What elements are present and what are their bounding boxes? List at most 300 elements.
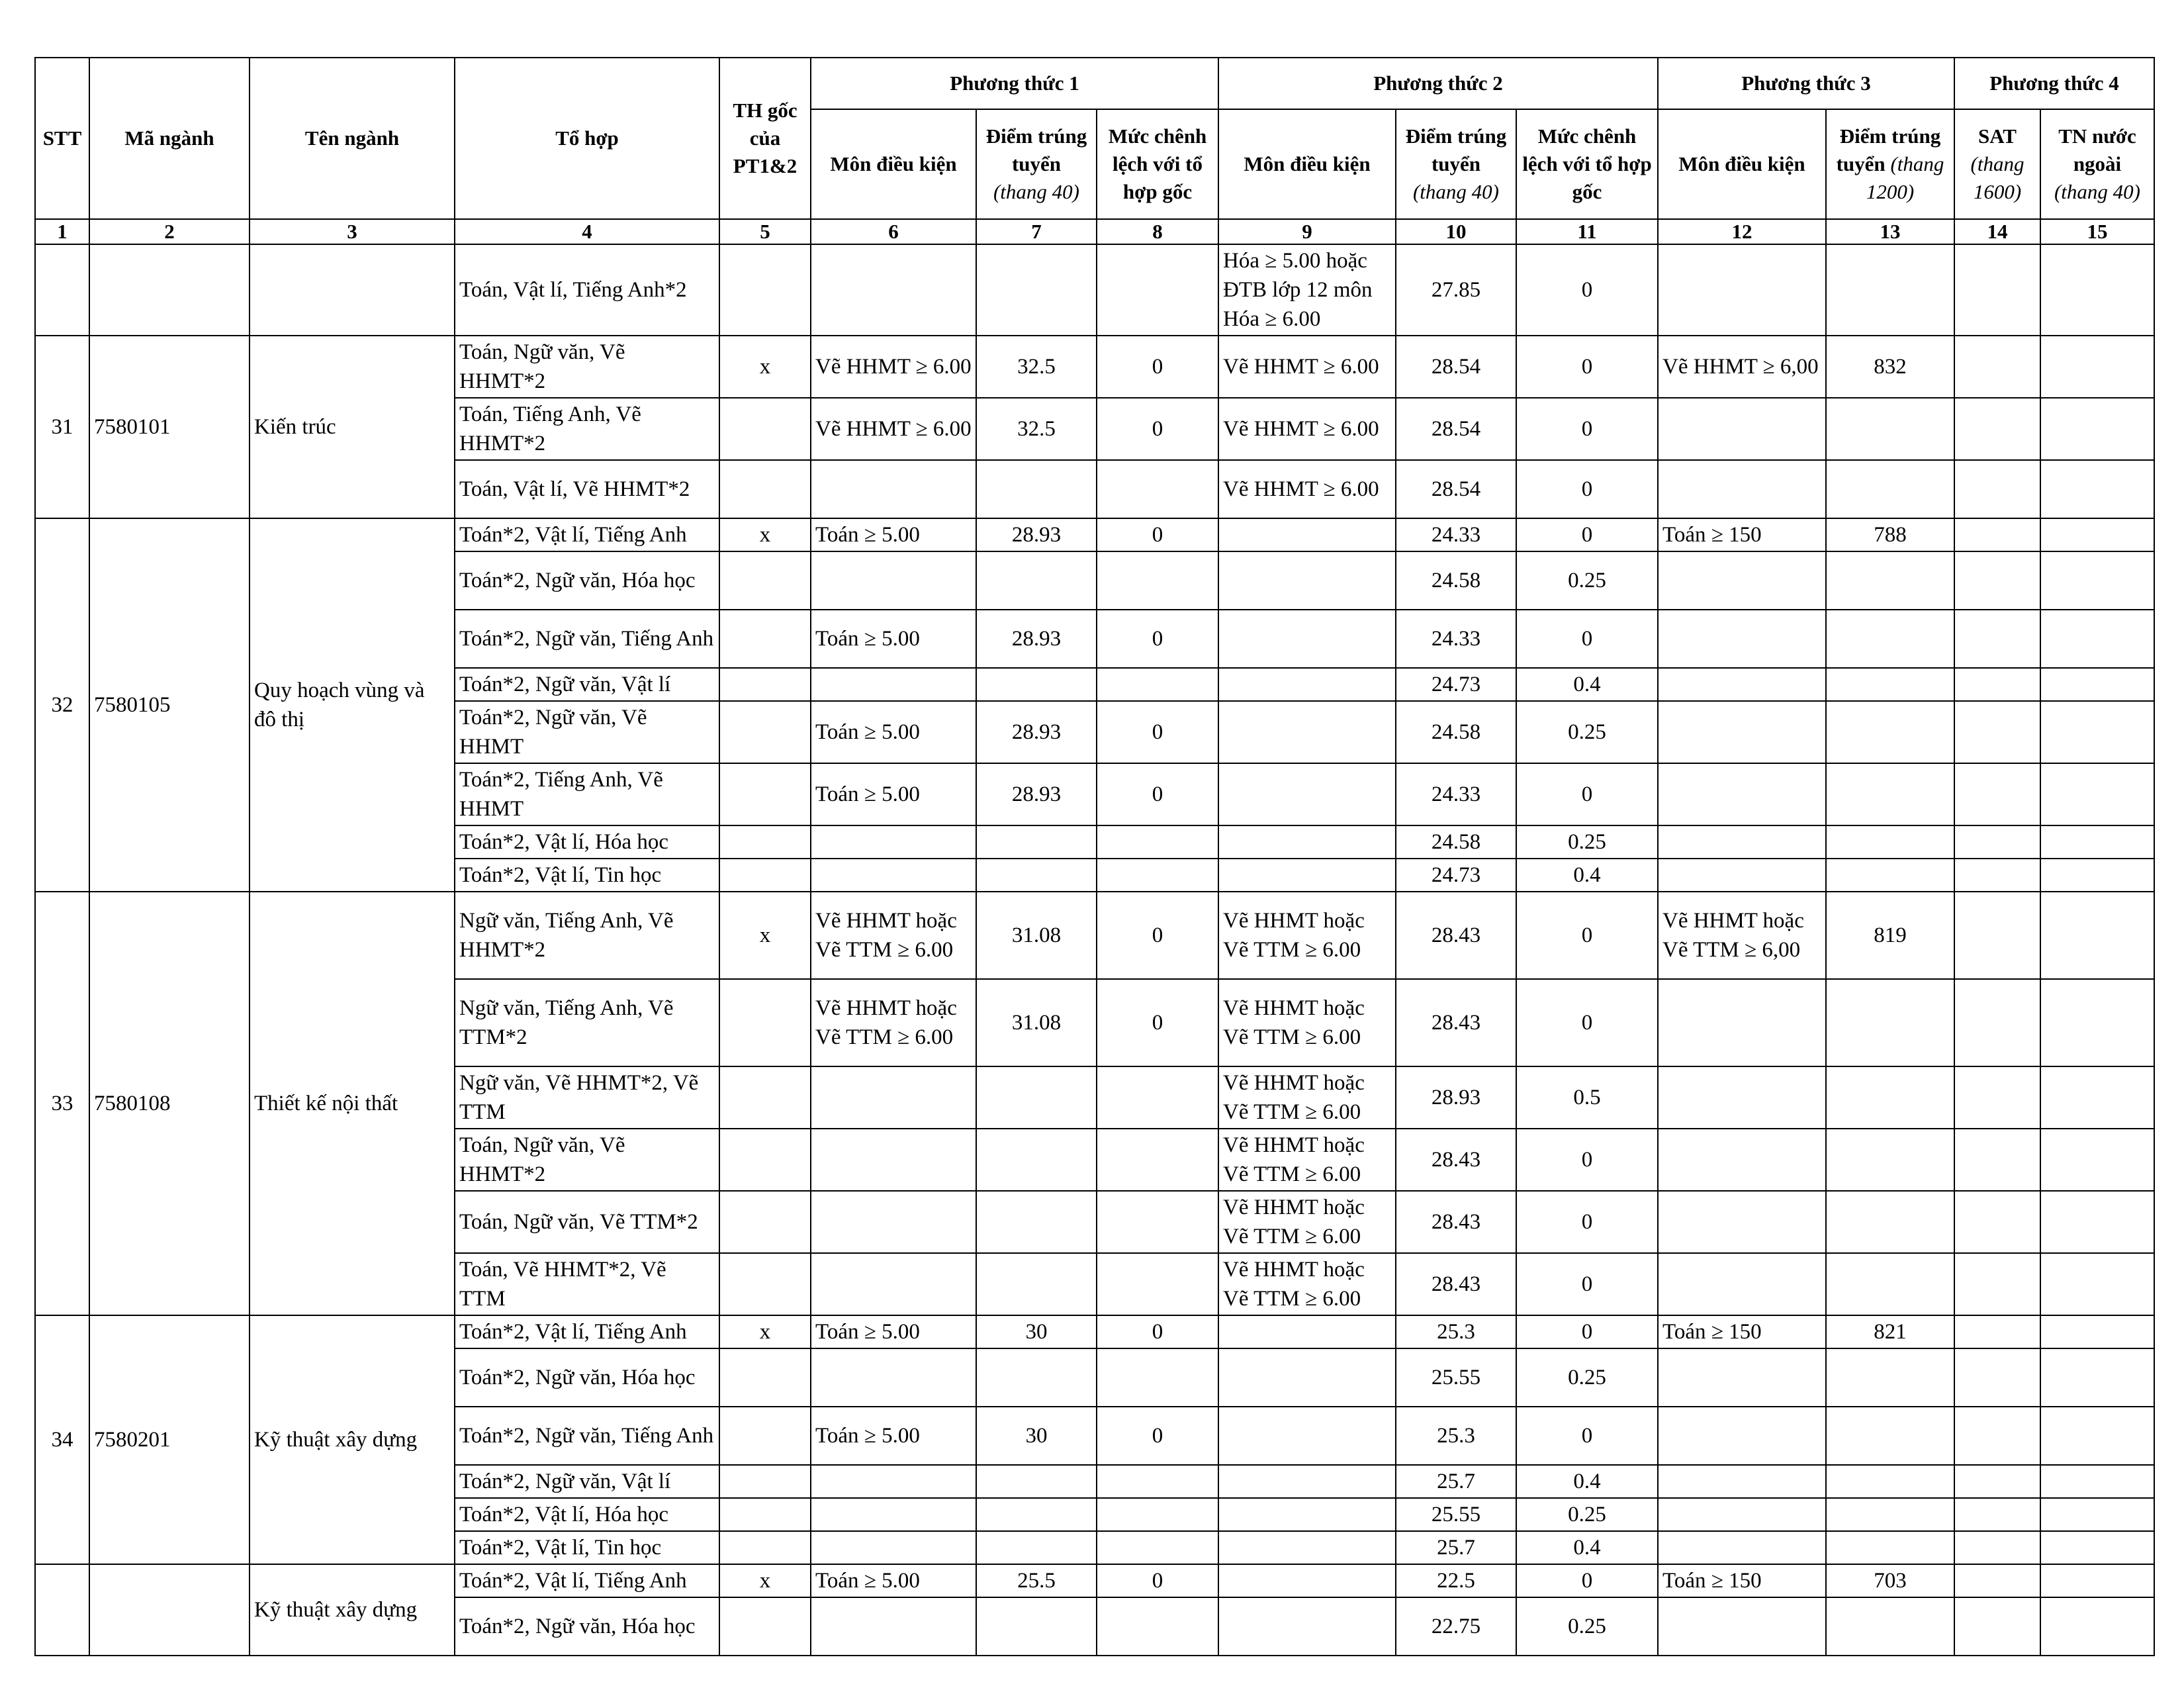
to-hop-cell: Toán, Vật lí, Tiếng Anh*2 bbox=[455, 244, 719, 336]
sat-cell bbox=[1954, 701, 2040, 763]
pt3-diem-cell bbox=[1826, 859, 1954, 892]
pt1-diem-cell: 28.93 bbox=[976, 701, 1097, 763]
tn-nuoc-ngoai-cell bbox=[2040, 610, 2154, 668]
pt1-chenh-cell: 0 bbox=[1097, 1564, 1218, 1597]
pt2-chenh-cell: 0.4 bbox=[1516, 1465, 1658, 1498]
th-goc-cell bbox=[719, 551, 811, 610]
sat-cell bbox=[1954, 1129, 2040, 1191]
pt1-diem-cell bbox=[976, 551, 1097, 610]
th-goc-cell bbox=[719, 668, 811, 701]
pt1-chenh-cell bbox=[1097, 1066, 1218, 1129]
pt2-diem-cell: 24.58 bbox=[1396, 825, 1516, 859]
ma-nganh-cell: 7580105 bbox=[89, 518, 250, 892]
pt1-mon-dieu-kien-cell bbox=[811, 1348, 976, 1407]
pt2-diem-cell: 28.43 bbox=[1396, 1191, 1516, 1253]
sat-cell bbox=[1954, 763, 2040, 825]
pt2-mon-dieu-kien-cell bbox=[1218, 610, 1396, 668]
pt2-mon-dieu-kien-cell bbox=[1218, 763, 1396, 825]
table-body bbox=[35, 244, 2154, 1656]
th-goc-cell: x bbox=[719, 1315, 811, 1348]
pt2-mon-dieu-kien-cell: Vẽ HHMT hoặc Vẽ TTM ≥ 6.00 bbox=[1218, 1066, 1396, 1129]
pt2-chenh-cell: 0 bbox=[1516, 892, 1658, 979]
pt3-mon-dieu-kien-cell bbox=[1658, 460, 1826, 518]
header-phuong-thuc-3: Phương thức 3 bbox=[1658, 58, 1954, 109]
sat-cell bbox=[1954, 1191, 2040, 1253]
pt1-mon-dieu-kien-cell bbox=[811, 668, 976, 701]
pt2-chenh-cell: 0 bbox=[1516, 398, 1658, 460]
pt3-diem-cell bbox=[1826, 1597, 1954, 1656]
pt2-diem-cell: 25.55 bbox=[1396, 1348, 1516, 1407]
tn-nuoc-ngoai-cell bbox=[2040, 1465, 2154, 1498]
pt1-diem-cell bbox=[976, 1498, 1097, 1531]
th-goc-cell bbox=[719, 398, 811, 460]
sat-cell bbox=[1954, 460, 2040, 518]
sat-cell bbox=[1954, 668, 2040, 701]
pt1-diem-cell bbox=[976, 859, 1097, 892]
tn-nuoc-ngoai-cell bbox=[2040, 668, 2154, 701]
to-hop-cell: Toán*2, Ngữ văn, Vật lí bbox=[455, 668, 719, 701]
column-number: 5 bbox=[719, 219, 811, 244]
sat-cell bbox=[1954, 610, 2040, 668]
pt1-chenh-cell bbox=[1097, 1597, 1218, 1656]
pt2-mon-dieu-kien-cell: Vẽ HHMT hoặc Vẽ TTM ≥ 6.00 bbox=[1218, 892, 1396, 979]
column-number: 15 bbox=[2040, 219, 2154, 244]
pt3-mon-dieu-kien-cell bbox=[1658, 1407, 1826, 1465]
tn-nuoc-ngoai-cell bbox=[2040, 398, 2154, 460]
pt2-chenh-cell: 0.4 bbox=[1516, 859, 1658, 892]
pt3-mon-dieu-kien-cell bbox=[1658, 668, 1826, 701]
pt1-mon-dieu-kien-cell bbox=[811, 1597, 976, 1656]
th-goc-cell bbox=[719, 244, 811, 336]
to-hop-cell: Toán*2, Vật lí, Tiếng Anh bbox=[455, 1564, 719, 1597]
pt2-diem-cell: 24.33 bbox=[1396, 763, 1516, 825]
pt2-chenh-cell: 0.25 bbox=[1516, 1597, 1658, 1656]
th-goc-cell bbox=[719, 1597, 811, 1656]
admission-score-table bbox=[34, 57, 2155, 1656]
ma-nganh-cell bbox=[89, 244, 250, 336]
pt1-chenh-cell bbox=[1097, 825, 1218, 859]
pt3-mon-dieu-kien-cell bbox=[1658, 1253, 1826, 1315]
pt3-diem-cell bbox=[1826, 460, 1954, 518]
tn-nuoc-ngoai-cell bbox=[2040, 701, 2154, 763]
pt3-mon-dieu-kien-cell bbox=[1658, 1066, 1826, 1129]
pt3-mon-dieu-kien-cell: Toán ≥ 150 bbox=[1658, 1564, 1826, 1597]
header-pt2-muc-chenh: Mức chênh lệch với tổ hợp gốc bbox=[1516, 109, 1658, 219]
tn-nuoc-ngoai-cell bbox=[2040, 1066, 2154, 1129]
pt3-mon-dieu-kien-cell bbox=[1658, 398, 1826, 460]
pt1-diem-cell bbox=[976, 244, 1097, 336]
pt1-diem-cell bbox=[976, 1253, 1097, 1315]
column-number: 11 bbox=[1516, 219, 1658, 244]
pt3-mon-dieu-kien-cell bbox=[1658, 763, 1826, 825]
sat-cell bbox=[1954, 1407, 2040, 1465]
column-number: 13 bbox=[1826, 219, 1954, 244]
pt1-chenh-cell bbox=[1097, 460, 1218, 518]
pt3-diem-cell: 832 bbox=[1826, 336, 1954, 398]
sat-cell bbox=[1954, 1253, 2040, 1315]
pt1-mon-dieu-kien-cell bbox=[811, 1191, 976, 1253]
admission-score-table-page bbox=[34, 57, 2154, 1638]
pt2-mon-dieu-kien-cell bbox=[1218, 1407, 1396, 1465]
th-goc-cell bbox=[719, 1253, 811, 1315]
pt3-mon-dieu-kien-cell bbox=[1658, 1597, 1826, 1656]
pt3-mon-dieu-kien-cell bbox=[1658, 610, 1826, 668]
header-pt2-mon-dieu-kien: Môn điều kiện bbox=[1218, 109, 1396, 219]
pt2-mon-dieu-kien-cell: Vẽ HHMT ≥ 6.00 bbox=[1218, 460, 1396, 518]
header-sat: SAT (thang 1600) bbox=[1954, 109, 2040, 219]
table-row bbox=[35, 1315, 2154, 1348]
pt2-chenh-cell: 0.25 bbox=[1516, 701, 1658, 763]
pt1-mon-dieu-kien-cell bbox=[811, 551, 976, 610]
pt3-diem-cell bbox=[1826, 1407, 1954, 1465]
pt2-diem-cell: 22.75 bbox=[1396, 1597, 1516, 1656]
pt1-mon-dieu-kien-cell bbox=[811, 1253, 976, 1315]
pt3-diem-cell bbox=[1826, 1191, 1954, 1253]
pt1-mon-dieu-kien-cell bbox=[811, 1129, 976, 1191]
pt2-chenh-cell: 0.25 bbox=[1516, 1498, 1658, 1531]
tn-nuoc-ngoai-cell bbox=[2040, 244, 2154, 336]
pt1-chenh-cell: 0 bbox=[1097, 398, 1218, 460]
pt2-chenh-cell: 0 bbox=[1516, 518, 1658, 551]
pt3-mon-dieu-kien-cell: Vẽ HHMT ≥ 6,00 bbox=[1658, 336, 1826, 398]
pt2-diem-cell: 24.33 bbox=[1396, 518, 1516, 551]
to-hop-cell: Toán*2, Vật lí, Tiếng Anh bbox=[455, 518, 719, 551]
th-goc-cell bbox=[719, 1348, 811, 1407]
pt1-diem-cell bbox=[976, 1066, 1097, 1129]
to-hop-cell: Ngữ văn, Tiếng Anh, Vẽ HHMT*2 bbox=[455, 892, 719, 979]
pt1-diem-cell bbox=[976, 825, 1097, 859]
pt3-mon-dieu-kien-cell bbox=[1658, 1348, 1826, 1407]
pt1-chenh-cell: 0 bbox=[1097, 610, 1218, 668]
tn-nuoc-ngoai-cell bbox=[2040, 1407, 2154, 1465]
to-hop-cell: Ngữ văn, Vẽ HHMT*2, Vẽ TTM bbox=[455, 1066, 719, 1129]
tn-nuoc-ngoai-cell bbox=[2040, 859, 2154, 892]
th-goc-cell bbox=[719, 825, 811, 859]
pt1-chenh-cell bbox=[1097, 1129, 1218, 1191]
pt2-chenh-cell: 0 bbox=[1516, 979, 1658, 1066]
pt1-chenh-cell: 0 bbox=[1097, 763, 1218, 825]
pt1-chenh-cell bbox=[1097, 1191, 1218, 1253]
pt2-diem-cell: 28.54 bbox=[1396, 398, 1516, 460]
pt1-diem-cell bbox=[976, 1191, 1097, 1253]
pt1-diem-cell: 32.5 bbox=[976, 398, 1097, 460]
pt2-mon-dieu-kien-cell bbox=[1218, 1465, 1396, 1498]
sat-cell bbox=[1954, 244, 2040, 336]
pt1-chenh-cell: 0 bbox=[1097, 336, 1218, 398]
pt1-mon-dieu-kien-cell bbox=[811, 1066, 976, 1129]
sat-cell bbox=[1954, 859, 2040, 892]
pt1-diem-cell: 32.5 bbox=[976, 336, 1097, 398]
table-row bbox=[35, 1564, 2154, 1597]
pt1-mon-dieu-kien-cell: Vẽ HHMT hoặc Vẽ TTM ≥ 6.00 bbox=[811, 979, 976, 1066]
pt1-diem-cell: 28.93 bbox=[976, 610, 1097, 668]
pt2-mon-dieu-kien-cell bbox=[1218, 668, 1396, 701]
pt3-mon-dieu-kien-cell bbox=[1658, 244, 1826, 336]
stt-cell bbox=[35, 1564, 89, 1656]
th-goc-cell: x bbox=[719, 518, 811, 551]
ma-nganh-cell: 7580201 bbox=[89, 1315, 250, 1564]
tn-nuoc-ngoai-cell bbox=[2040, 979, 2154, 1066]
pt2-chenh-cell: 0.4 bbox=[1516, 1531, 1658, 1564]
th-goc-cell: x bbox=[719, 892, 811, 979]
pt3-diem-cell bbox=[1826, 763, 1954, 825]
pt2-diem-cell: 28.43 bbox=[1396, 979, 1516, 1066]
pt2-mon-dieu-kien-cell bbox=[1218, 1597, 1396, 1656]
header-phuong-thuc-4: Phương thức 4 bbox=[1954, 58, 2154, 109]
pt2-diem-cell: 22.5 bbox=[1396, 1564, 1516, 1597]
pt3-diem-cell bbox=[1826, 825, 1954, 859]
to-hop-cell: Toán, Tiếng Anh, Vẽ HHMT*2 bbox=[455, 398, 719, 460]
to-hop-cell: Toán*2, Vật lí, Tin học bbox=[455, 1531, 719, 1564]
pt1-chenh-cell bbox=[1097, 244, 1218, 336]
header-ma-nganh: Mã ngành bbox=[89, 58, 250, 219]
pt2-diem-cell: 24.58 bbox=[1396, 701, 1516, 763]
column-number: 8 bbox=[1097, 219, 1218, 244]
pt2-diem-cell: 28.54 bbox=[1396, 336, 1516, 398]
pt2-mon-dieu-kien-cell: Vẽ HHMT ≥ 6.00 bbox=[1218, 398, 1396, 460]
pt2-chenh-cell: 0 bbox=[1516, 610, 1658, 668]
pt1-chenh-cell: 0 bbox=[1097, 892, 1218, 979]
pt2-chenh-cell: 0 bbox=[1516, 1253, 1658, 1315]
table-row bbox=[35, 244, 2154, 336]
pt1-chenh-cell bbox=[1097, 668, 1218, 701]
pt2-diem-cell: 24.73 bbox=[1396, 859, 1516, 892]
pt1-chenh-cell: 0 bbox=[1097, 979, 1218, 1066]
pt2-mon-dieu-kien-cell bbox=[1218, 1531, 1396, 1564]
ten-nganh-cell: Kỹ thuật xây dựng bbox=[250, 1564, 455, 1656]
pt3-diem-cell bbox=[1826, 1253, 1954, 1315]
tn-nuoc-ngoai-cell bbox=[2040, 1129, 2154, 1191]
tn-nuoc-ngoai-cell bbox=[2040, 763, 2154, 825]
tn-nuoc-ngoai-cell bbox=[2040, 1315, 2154, 1348]
th-goc-cell bbox=[719, 1066, 811, 1129]
pt2-mon-dieu-kien-cell bbox=[1218, 518, 1396, 551]
tn-nuoc-ngoai-cell bbox=[2040, 460, 2154, 518]
column-number: 14 bbox=[1954, 219, 2040, 244]
stt-cell: 34 bbox=[35, 1315, 89, 1564]
pt2-diem-cell: 28.54 bbox=[1396, 460, 1516, 518]
to-hop-cell: Toán*2, Ngữ văn, Vật lí bbox=[455, 1465, 719, 1498]
pt2-chenh-cell: 0 bbox=[1516, 1315, 1658, 1348]
pt2-diem-cell: 24.33 bbox=[1396, 610, 1516, 668]
pt1-mon-dieu-kien-cell bbox=[811, 825, 976, 859]
pt1-chenh-cell bbox=[1097, 1465, 1218, 1498]
pt2-mon-dieu-kien-cell bbox=[1218, 1348, 1396, 1407]
th-goc-cell: x bbox=[719, 336, 811, 398]
th-goc-cell: x bbox=[719, 1564, 811, 1597]
tn-nuoc-ngoai-cell bbox=[2040, 1191, 2154, 1253]
th-goc-cell bbox=[719, 1407, 811, 1465]
pt1-mon-dieu-kien-cell: Vẽ HHMT ≥ 6.00 bbox=[811, 336, 976, 398]
pt3-mon-dieu-kien-cell: Toán ≥ 150 bbox=[1658, 1315, 1826, 1348]
th-goc-cell bbox=[719, 460, 811, 518]
pt1-chenh-cell: 0 bbox=[1097, 1407, 1218, 1465]
ma-nganh-cell bbox=[89, 1564, 250, 1656]
sat-cell bbox=[1954, 1465, 2040, 1498]
pt3-mon-dieu-kien-cell bbox=[1658, 1465, 1826, 1498]
pt2-mon-dieu-kien-cell bbox=[1218, 1498, 1396, 1531]
pt1-diem-cell bbox=[976, 1348, 1097, 1407]
pt3-diem-cell bbox=[1826, 1531, 1954, 1564]
header-th-goc: TH gốc của PT1&2 bbox=[719, 58, 811, 219]
pt1-mon-dieu-kien-cell bbox=[811, 859, 976, 892]
to-hop-cell: Toán*2, Ngữ văn, Hóa học bbox=[455, 1597, 719, 1656]
to-hop-cell: Toán, Ngữ văn, Vẽ HHMT*2 bbox=[455, 1129, 719, 1191]
pt1-diem-cell: 30 bbox=[976, 1315, 1097, 1348]
pt2-mon-dieu-kien-cell bbox=[1218, 825, 1396, 859]
stt-cell: 31 bbox=[35, 336, 89, 518]
pt2-diem-cell: 28.43 bbox=[1396, 1129, 1516, 1191]
pt3-mon-dieu-kien-cell bbox=[1658, 1191, 1826, 1253]
to-hop-cell: Toán*2, Ngữ văn, Hóa học bbox=[455, 1348, 719, 1407]
pt1-chenh-cell bbox=[1097, 1253, 1218, 1315]
pt2-chenh-cell: 0 bbox=[1516, 1191, 1658, 1253]
column-number: 9 bbox=[1218, 219, 1396, 244]
tn-nuoc-ngoai-cell bbox=[2040, 551, 2154, 610]
column-number: 6 bbox=[811, 219, 976, 244]
pt2-chenh-cell: 0 bbox=[1516, 1129, 1658, 1191]
pt2-chenh-cell: 0 bbox=[1516, 460, 1658, 518]
pt2-chenh-cell: 0 bbox=[1516, 244, 1658, 336]
pt1-mon-dieu-kien-cell: Vẽ HHMT ≥ 6.00 bbox=[811, 398, 976, 460]
pt2-chenh-cell: 0 bbox=[1516, 763, 1658, 825]
tn-nuoc-ngoai-cell bbox=[2040, 1531, 2154, 1564]
pt3-diem-cell: 788 bbox=[1826, 518, 1954, 551]
th-goc-cell bbox=[719, 763, 811, 825]
pt3-mon-dieu-kien-cell bbox=[1658, 825, 1826, 859]
pt1-mon-dieu-kien-cell bbox=[811, 1531, 976, 1564]
pt1-mon-dieu-kien-cell bbox=[811, 1498, 976, 1531]
stt-cell: 33 bbox=[35, 892, 89, 1315]
pt1-mon-dieu-kien-cell: Vẽ HHMT hoặc Vẽ TTM ≥ 6.00 bbox=[811, 892, 976, 979]
pt2-diem-cell: 25.3 bbox=[1396, 1407, 1516, 1465]
pt1-mon-dieu-kien-cell: Toán ≥ 5.00 bbox=[811, 1564, 976, 1597]
pt2-chenh-cell: 0.4 bbox=[1516, 668, 1658, 701]
sat-cell bbox=[1954, 892, 2040, 979]
pt2-diem-cell: 27.85 bbox=[1396, 244, 1516, 336]
tn-nuoc-ngoai-cell bbox=[2040, 1253, 2154, 1315]
pt2-mon-dieu-kien-cell bbox=[1218, 551, 1396, 610]
pt3-diem-cell bbox=[1826, 1498, 1954, 1531]
pt1-chenh-cell bbox=[1097, 551, 1218, 610]
sat-cell bbox=[1954, 979, 2040, 1066]
to-hop-cell: Toán*2, Ngữ văn, Tiếng Anh bbox=[455, 610, 719, 668]
pt2-chenh-cell: 0.25 bbox=[1516, 1348, 1658, 1407]
sat-cell bbox=[1954, 1315, 2040, 1348]
ten-nganh-cell: Quy hoạch vùng và đô thị bbox=[250, 518, 455, 892]
ma-nganh-cell: 7580108 bbox=[89, 892, 250, 1315]
header-to-hop: Tổ hợp bbox=[455, 58, 719, 219]
pt2-diem-cell: 24.58 bbox=[1396, 551, 1516, 610]
pt1-chenh-cell: 0 bbox=[1097, 518, 1218, 551]
to-hop-cell: Toán, Ngữ văn, Vẽ HHMT*2 bbox=[455, 336, 719, 398]
ten-nganh-cell: Kỹ thuật xây dựng bbox=[250, 1315, 455, 1564]
sat-cell bbox=[1954, 1348, 2040, 1407]
column-number-row bbox=[35, 219, 2154, 244]
pt2-chenh-cell: 0.25 bbox=[1516, 551, 1658, 610]
pt3-mon-dieu-kien-cell bbox=[1658, 1498, 1826, 1531]
tn-nuoc-ngoai-cell bbox=[2040, 825, 2154, 859]
pt1-mon-dieu-kien-cell: Toán ≥ 5.00 bbox=[811, 701, 976, 763]
pt2-chenh-cell: 0 bbox=[1516, 1564, 1658, 1597]
pt1-mon-dieu-kien-cell: Toán ≥ 5.00 bbox=[811, 1407, 976, 1465]
sat-cell bbox=[1954, 398, 2040, 460]
ten-nganh-cell bbox=[250, 244, 455, 336]
th-goc-cell bbox=[719, 610, 811, 668]
pt1-chenh-cell bbox=[1097, 1531, 1218, 1564]
pt3-diem-cell bbox=[1826, 610, 1954, 668]
pt3-diem-cell bbox=[1826, 1348, 1954, 1407]
header-pt3-mon-dieu-kien: Môn điều kiện bbox=[1658, 109, 1826, 219]
table-row bbox=[35, 336, 2154, 398]
pt2-mon-dieu-kien-cell bbox=[1218, 701, 1396, 763]
header-pt1-muc-chenh: Mức chênh lệch với tổ hợp gốc bbox=[1097, 109, 1218, 219]
th-goc-cell bbox=[719, 859, 811, 892]
sat-cell bbox=[1954, 1066, 2040, 1129]
pt1-chenh-cell bbox=[1097, 1348, 1218, 1407]
pt3-diem-cell bbox=[1826, 244, 1954, 336]
to-hop-cell: Toán, Vẽ HHMT*2, Vẽ TTM bbox=[455, 1253, 719, 1315]
pt1-chenh-cell bbox=[1097, 859, 1218, 892]
header-stt: STT bbox=[35, 58, 89, 219]
pt2-mon-dieu-kien-cell bbox=[1218, 1564, 1396, 1597]
pt1-mon-dieu-kien-cell: Toán ≥ 5.00 bbox=[811, 1315, 976, 1348]
tn-nuoc-ngoai-cell bbox=[2040, 1498, 2154, 1531]
th-goc-cell bbox=[719, 979, 811, 1066]
header-phuong-thuc-1: Phương thức 1 bbox=[811, 58, 1218, 109]
tn-nuoc-ngoai-cell bbox=[2040, 1564, 2154, 1597]
th-goc-cell bbox=[719, 1465, 811, 1498]
pt1-diem-cell bbox=[976, 668, 1097, 701]
to-hop-cell: Toán*2, Vật lí, Hóa học bbox=[455, 1498, 719, 1531]
table-row bbox=[35, 518, 2154, 551]
pt3-mon-dieu-kien-cell bbox=[1658, 1531, 1826, 1564]
ten-nganh-cell: Kiến trúc bbox=[250, 336, 455, 518]
pt1-mon-dieu-kien-cell bbox=[811, 1465, 976, 1498]
pt1-diem-cell: 25.5 bbox=[976, 1564, 1097, 1597]
sat-cell bbox=[1954, 518, 2040, 551]
pt3-mon-dieu-kien-cell bbox=[1658, 1129, 1826, 1191]
pt3-diem-cell bbox=[1826, 668, 1954, 701]
pt1-mon-dieu-kien-cell bbox=[811, 244, 976, 336]
header-pt1-diem-trung-tuyen: Điểm trúng tuyển (thang 40) bbox=[976, 109, 1097, 219]
pt1-diem-cell bbox=[976, 1129, 1097, 1191]
th-goc-cell bbox=[719, 1129, 811, 1191]
pt1-diem-cell bbox=[976, 1597, 1097, 1656]
sat-cell bbox=[1954, 825, 2040, 859]
pt2-diem-cell: 25.7 bbox=[1396, 1531, 1516, 1564]
column-number: 3 bbox=[250, 219, 455, 244]
to-hop-cell: Toán*2, Vật lí, Tin học bbox=[455, 859, 719, 892]
pt2-mon-dieu-kien-cell: Vẽ HHMT hoặc Vẽ TTM ≥ 6.00 bbox=[1218, 979, 1396, 1066]
pt2-mon-dieu-kien-cell: Hóa ≥ 5.00 hoặc ĐTB lớp 12 môn Hóa ≥ 6.00 bbox=[1218, 244, 1396, 336]
pt3-mon-dieu-kien-cell: Vẽ HHMT hoặc Vẽ TTM ≥ 6,00 bbox=[1658, 892, 1826, 979]
to-hop-cell: Toán, Vật lí, Vẽ HHMT*2 bbox=[455, 460, 719, 518]
th-goc-cell bbox=[719, 1498, 811, 1531]
pt3-diem-cell bbox=[1826, 1066, 1954, 1129]
sat-cell bbox=[1954, 1531, 2040, 1564]
pt2-diem-cell: 28.43 bbox=[1396, 1253, 1516, 1315]
ma-nganh-cell: 7580101 bbox=[89, 336, 250, 518]
column-number: 10 bbox=[1396, 219, 1516, 244]
tn-nuoc-ngoai-cell bbox=[2040, 1348, 2154, 1407]
pt2-diem-cell: 28.43 bbox=[1396, 892, 1516, 979]
column-number: 1 bbox=[35, 219, 89, 244]
table-row bbox=[35, 892, 2154, 979]
column-number: 12 bbox=[1658, 219, 1826, 244]
pt1-chenh-cell: 0 bbox=[1097, 1315, 1218, 1348]
pt2-chenh-cell: 0.25 bbox=[1516, 825, 1658, 859]
